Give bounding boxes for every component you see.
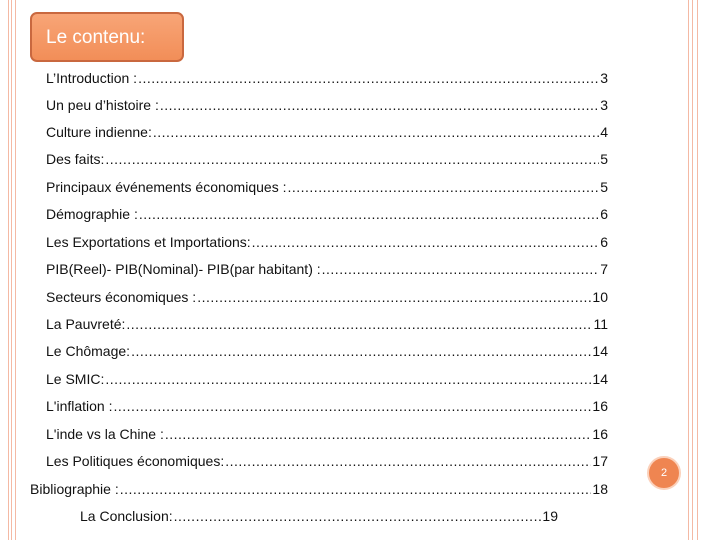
toc-leader-dots — [139, 205, 599, 223]
toc-entry — [80, 507, 558, 525]
toc-entry-label: PIB(Reel)- PIB(Nominal)- PIB(par habitant) : — [46, 261, 321, 277]
toc-entry-label: Démographie : — [46, 206, 138, 222]
toc-entry-page: 11 — [593, 316, 608, 332]
toc-leader-dots — [322, 260, 600, 278]
toc-entry-label: L'inde vs la Chine : — [46, 426, 164, 442]
toc-entry-page: 17 — [592, 453, 608, 469]
toc-entry — [46, 288, 608, 306]
toc-entry-label: Principaux événements économiques : — [46, 179, 287, 195]
toc-entry-label: Les Exportations et Importations: — [46, 234, 251, 250]
toc-entry-label: La Conclusion: — [80, 508, 173, 524]
toc-entry-page: 5 — [600, 151, 608, 167]
toc-entry-page: 16 — [592, 398, 608, 414]
toc-entry-label: Culture indienne: — [46, 124, 152, 140]
toc-leader-dots — [105, 150, 599, 168]
toc-entry-page: 19 — [542, 508, 558, 524]
toc-leader-dots — [138, 69, 599, 87]
toc-entry — [46, 315, 608, 333]
toc-entry-page: 4 — [600, 124, 608, 140]
right-border-stripe — [697, 0, 698, 540]
toc-entry-page: 3 — [600, 70, 608, 86]
toc-leader-dots — [225, 452, 591, 470]
toc-leader-dots — [105, 370, 591, 388]
toc-entry-label: La Pauvreté: — [46, 316, 126, 332]
toc-entry — [46, 370, 608, 388]
toc-entry-page: 6 — [600, 234, 608, 250]
toc-entry — [46, 397, 608, 415]
toc-entry — [46, 233, 608, 251]
toc-entry-page: 14 — [592, 371, 608, 387]
toc-entry — [30, 480, 608, 498]
right-border-stripe — [692, 0, 693, 540]
toc-entry-page: 5 — [600, 179, 608, 195]
toc-entry-label: Le Chômage: — [46, 343, 131, 359]
slide-title: Le contenu: — [46, 27, 146, 48]
toc-entry-label: Bibliographie : — [30, 481, 119, 497]
page-number: 2 — [660, 467, 668, 479]
toc-leader-dots — [131, 342, 591, 360]
toc-entry-page: 16 — [592, 426, 608, 442]
toc-entry-label: Les Politiques économiques: — [46, 453, 225, 469]
toc-entry — [46, 260, 608, 278]
toc-leader-dots — [120, 480, 592, 498]
toc-entry — [46, 425, 608, 443]
toc-entry-page: 3 — [600, 97, 608, 113]
toc-entry — [46, 96, 608, 114]
toc-entry-page: 6 — [600, 206, 608, 222]
toc-entry — [46, 205, 608, 223]
toc-leader-dots — [287, 178, 599, 196]
toc-leader-dots — [153, 123, 599, 141]
toc-leader-dots — [252, 233, 600, 251]
slide-title-box — [30, 12, 184, 62]
toc-entry — [46, 342, 608, 360]
toc-leader-dots — [160, 96, 599, 114]
toc-entry-label: L’Introduction : — [46, 70, 138, 86]
toc-entry-label: L'inflation : — [46, 398, 113, 414]
toc-leader-dots — [174, 507, 542, 525]
toc-entry — [46, 150, 608, 168]
toc-leader-dots — [197, 288, 591, 306]
toc-entry-label: Des faits: — [46, 151, 105, 167]
toc-entry — [46, 69, 608, 87]
toc-entry-page: 7 — [600, 261, 608, 277]
toc-entry — [46, 178, 608, 196]
toc-leader-dots — [114, 397, 592, 415]
right-border-stripe — [688, 0, 689, 540]
toc-entry-page: 10 — [592, 289, 608, 305]
toc-leader-dots — [165, 425, 592, 443]
toc-entry-label: Secteurs économiques : — [46, 289, 197, 305]
toc-entry-label: Un peu d’histoire : — [46, 97, 159, 113]
left-border-stripe — [15, 0, 16, 540]
toc-entry-page: 18 — [592, 481, 608, 497]
left-border-stripe — [11, 0, 12, 540]
toc-entry-page: 14 — [592, 343, 608, 359]
toc-leader-dots — [126, 315, 592, 333]
toc-entry — [46, 452, 608, 470]
page-number-badge — [647, 456, 681, 490]
left-border-stripe — [8, 0, 9, 540]
toc-entry-label: Le SMIC: — [46, 371, 105, 387]
toc-entry — [46, 123, 608, 141]
